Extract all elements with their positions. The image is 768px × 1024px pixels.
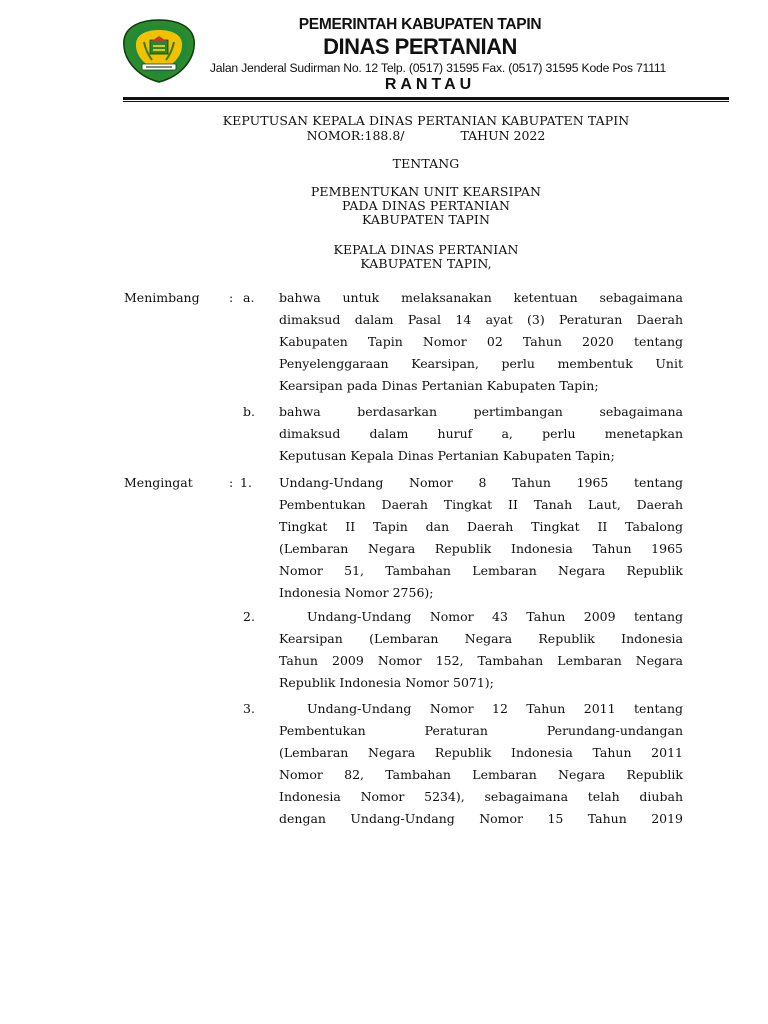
subject-line-3: KABUPATEN TAPIN — [361, 212, 491, 227]
text-line: Undang-Undang Nomor 43 Tahun 2009 tentang — [307, 609, 683, 624]
menimbang-marker-b: b. — [243, 404, 255, 419]
text-line: Tingkat II Tapin dan Daerah Tingkat II Tabalong — [279, 519, 683, 534]
text-line: dimaksud dalam Pasal 14 ayat (3) Peraturan Daerah — [279, 312, 683, 327]
text-line: Undang-Undang Nomor 12 Tahun 2011 tentang — [307, 701, 683, 716]
tentang-heading: TENTANG — [392, 156, 460, 171]
text-line: (Lembaran Negara Republik Indonesia Tahun 2011 — [279, 745, 683, 760]
letterhead-government-line: PEMERINTAH KABUPATEN TAPIN — [298, 16, 542, 33]
text-line: dimaksud dalam huruf a, perlu menetapkan — [279, 426, 683, 441]
letterhead-address: Jalan Jenderal Sudirman No. 12 Telp. (0517) 31595 Fax. (0517) 31595 Kode Pos 71111 — [209, 61, 667, 75]
text-line: Republik Indonesia Nomor 5071); — [279, 675, 494, 690]
text-line: (Lembaran Negara Republik Indonesia Tahun 1965 — [279, 541, 683, 556]
letterhead-city: RANTAU — [384, 76, 476, 93]
text-line: Kabupaten Tapin Nomor 02 Tahun 2020 tentang — [279, 334, 683, 349]
official-line-1: KEPALA DINAS PERTANIAN — [333, 242, 519, 257]
text-line: bahwa berdasarkan pertimbangan sebagaimana — [279, 404, 683, 419]
letterhead-rule-thin — [123, 101, 729, 102]
text-line: Indonesia Nomor 2756); — [279, 585, 434, 600]
mengingat-item-3 — [279, 698, 683, 830]
text-line: Nomor 51, Tambahan Lembaran Negara Republik — [279, 563, 683, 578]
letterhead-rule-thick — [123, 97, 729, 100]
text-line: Nomor 82, Tambahan Lembaran Negara Republik — [279, 767, 683, 782]
menimbang-colon: : — [229, 290, 234, 305]
menimbang-label: Menimbang — [124, 290, 200, 305]
letterhead — [0, 0, 768, 104]
tapin-regency-emblem-icon — [122, 18, 196, 84]
menimbang-item-b — [279, 401, 683, 467]
text-line: Penyelenggaraan Kearsipan, perlu membentuk Unit — [279, 356, 683, 371]
mengingat-item-2 — [279, 606, 683, 694]
text-line: Tahun 2009 Nomor 152, Tambahan Lembaran Negara — [279, 653, 683, 668]
text-line: dengan Undang-Undang Nomor 15 Tahun 2019 — [279, 811, 683, 826]
menimbang-marker-a: a. — [243, 290, 255, 305]
text-line: Kearsipan pada Dinas Pertanian Kabupaten Tapin; — [279, 378, 599, 393]
mengingat-item-1 — [279, 472, 683, 604]
subject-line-1: PEMBENTUKAN UNIT KEARSIPAN — [310, 184, 542, 199]
mengingat-marker-1: 1. — [240, 475, 252, 490]
mengingat-colon: : — [229, 475, 234, 490]
decree-number-label: NOMOR:188.8/ — [306, 128, 405, 143]
decree-number-line — [123, 128, 729, 143]
text-line: Pembentukan Daerah Tingkat II Tanah Laut, Daerah — [279, 497, 683, 512]
text-line: Keputusan Kepala Dinas Pertanian Kabupaten Tapin; — [279, 448, 615, 463]
text-line: Undang-Undang Nomor 8 Tahun 1965 tentang — [279, 475, 683, 490]
decree-title: KEPUTUSAN KEPALA DINAS PERTANIAN KABUPATEN TAPIN — [222, 113, 630, 128]
mengingat-marker-2: 2. — [243, 609, 255, 624]
menimbang-item-a — [279, 287, 683, 397]
letterhead-agency-name: DINAS PERTANIAN — [323, 34, 517, 59]
official-line-2: KABUPATEN TAPIN, — [360, 256, 492, 271]
text-line: Kearsipan (Lembaran Negara Republik Indonesia — [279, 631, 683, 646]
subject-line-2: PADA DINAS PERTANIAN — [341, 198, 511, 213]
text-line: Indonesia Nomor 5234), sebagaimana telah diubah — [279, 789, 683, 804]
text-line: Pembentukan Peraturan Perundang-undangan — [279, 723, 683, 738]
mengingat-marker-3: 3. — [243, 701, 255, 716]
decree-year-label: TAHUN 2022 — [460, 128, 546, 143]
text-line: bahwa untuk melaksanakan ketentuan sebagaimana — [279, 290, 683, 305]
mengingat-label: Mengingat — [124, 475, 193, 490]
